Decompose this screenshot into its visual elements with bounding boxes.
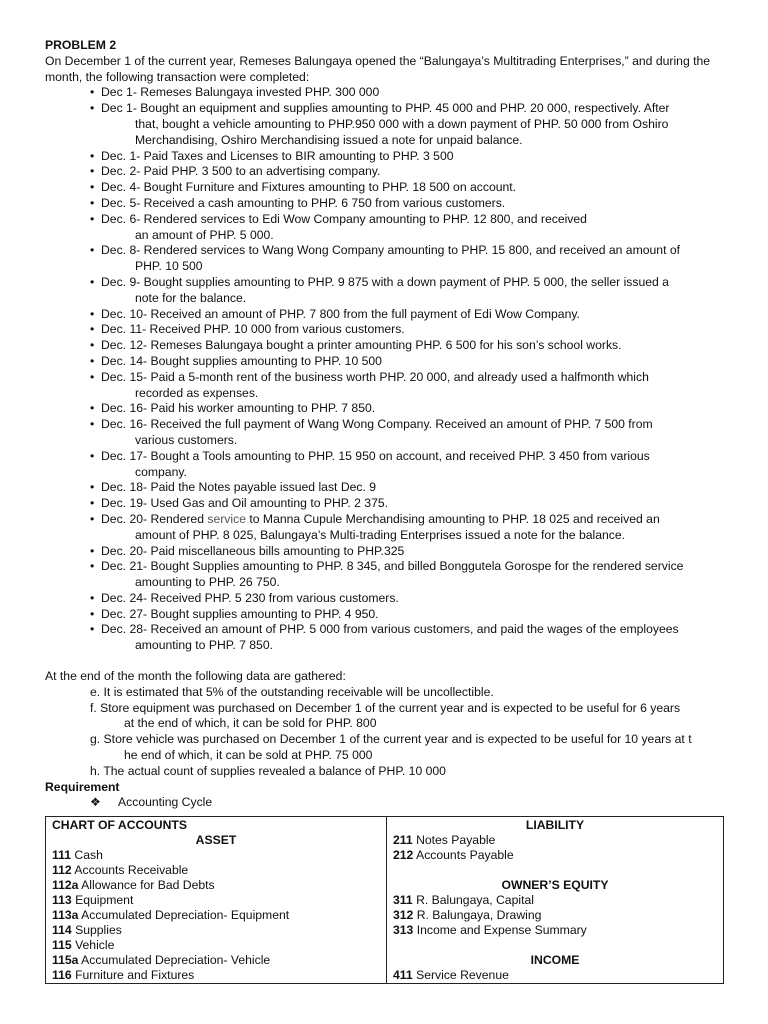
account-name: Cash [74, 848, 103, 862]
account-row [52, 968, 380, 983]
bullet-icon: • [90, 338, 95, 353]
account-name: Furniture and Fixtures [75, 968, 195, 982]
account-code: 116 [52, 968, 72, 982]
bullet-icon: • [90, 180, 95, 195]
transaction-text: Dec. 24- Received PHP. 5 230 from various customers. [101, 590, 399, 605]
account-code: 212 [393, 848, 414, 862]
transaction-item [45, 480, 725, 496]
account-row [52, 908, 380, 923]
account-name: Service Revenue [416, 968, 509, 982]
transaction-text: Dec. 20- Paid miscellaneous bills amounting to PHP.325 [101, 543, 405, 558]
bullet-icon: • [90, 417, 95, 432]
transaction-text: Dec. 28- Received an amount of PHP. 5 000 from various customers, and paid the wages of the employees [101, 622, 679, 637]
transaction-text: Dec. 1- Paid Taxes and Licenses to BIR amounting to PHP. 3 500 [101, 148, 454, 163]
account-name: Accumulated Depreciation- Vehicle [81, 953, 271, 967]
transaction-item [45, 496, 725, 512]
requirement-label: Requirement [45, 779, 120, 794]
transaction-continuation: various customers. [135, 432, 238, 447]
transaction-continuation: recorded as expenses. [135, 385, 259, 400]
account-row [393, 893, 717, 908]
transaction-text: Dec. 17- Bought a Tools amounting to PHP. 15 950 on account, and received PHP. 3 450 from various [101, 448, 650, 463]
transaction-item [45, 212, 725, 244]
transaction-item [45, 449, 725, 481]
bullet-icon: • [90, 164, 95, 179]
account-row [393, 908, 717, 923]
bullet-icon: • [90, 322, 95, 337]
equity-heading: OWNER’S EQUITY [501, 878, 609, 892]
account-name: R. Balungaya, Drawing [416, 908, 542, 922]
transaction-text: Dec. 2- Paid PHP. 3 500 to an advertising company. [101, 164, 381, 179]
transaction-continuation: amounting to PHP. 7 850. [135, 638, 273, 653]
bullet-icon: • [90, 448, 95, 463]
transaction-continuation: Merchandising, Oshiro Merchandising issued a note for unpaid balance. [135, 132, 523, 147]
account-code: 211 [393, 833, 413, 847]
bullet-icon: • [90, 195, 95, 210]
account-row [52, 863, 380, 878]
account-name: Accumulated Depreciation- Equipment [81, 908, 290, 922]
transaction-text: Dec. 19- Used Gas and Oil amounting to PHP. 2 375. [101, 496, 389, 511]
transaction-text: Dec. 21- Bought Supplies amounting to PHP. 8 345, and billed Bonggutela Gorospe for the rendered service [101, 559, 684, 574]
transaction-continuation: amount of PHP. 8 025, Balungaya’s Multi-trading Enterprises issued a note for the balance. [135, 527, 626, 542]
account-row [52, 893, 380, 908]
account-name: Accounts Payable [416, 848, 514, 862]
transaction-item [45, 354, 725, 370]
transaction-continuation: company. [135, 464, 187, 479]
bullet-icon: • [90, 496, 95, 511]
adjustment-text: e. It is estimated that 5% of the outstanding receivable will be uncollectible. [90, 684, 494, 699]
adjustment-text: f. Store equipment was purchased on December 1 of the current year and is expected to be useful for 6 years [90, 700, 681, 715]
transaction-text: Dec. 5- Received a cash amounting to PHP. 6 750 from various customers. [101, 195, 506, 210]
account-row [393, 923, 717, 938]
account-code: 311 [393, 893, 413, 907]
account-name: Vehicle [75, 938, 115, 952]
adjustment-text: h. The actual count of supplies revealed a balance of PHP. 10 000 [90, 763, 446, 778]
transaction-text: Dec. 11- Received PHP. 10 000 from various customers. [101, 322, 405, 337]
adjustment-item [45, 701, 725, 733]
asset-heading: ASSET [195, 833, 237, 847]
account-code: 312 [393, 908, 414, 922]
account-code: 111 [52, 848, 71, 862]
bullet-icon: • [90, 401, 95, 416]
account-row [52, 923, 380, 938]
requirement-item [45, 795, 725, 811]
transaction-continuation: PHP. 10 500 [135, 259, 203, 274]
transaction-text: Dec. 27- Bought supplies amounting to PHP. 4 950. [101, 606, 379, 621]
account-name: R. Balungaya, Capital [416, 893, 534, 907]
adjustment-item [45, 732, 725, 764]
transaction-text: Dec. 4- Bought Furniture and Fixtures amounting to PHP. 18 500 on account. [101, 180, 517, 195]
transaction-item [45, 322, 725, 338]
transaction-item [45, 164, 725, 180]
account-row [52, 938, 380, 953]
account-name: Accounts Receivable [74, 863, 189, 877]
transaction-text: Dec 1- Bought an equipment and supplies amounting to PHP. 45 000 and PHP. 20 000, respectively. After [101, 101, 670, 116]
adjustment-item [45, 764, 725, 780]
account-row [393, 848, 717, 863]
account-name: Equipment [75, 893, 134, 907]
transaction-text: Dec. 8- Rendered services to Wang Wong Company amounting to PHP. 15 800, and received an amount of [101, 243, 681, 258]
bullet-icon: • [90, 622, 95, 637]
transaction-item [45, 196, 725, 212]
adjustment-list [45, 685, 725, 780]
account-row [52, 878, 380, 893]
transaction-item [45, 101, 725, 148]
transaction-text: Dec. 16- Paid his worker amounting to PHP. 7 850. [101, 401, 376, 416]
bullet-icon: • [90, 480, 95, 495]
bullet-icon: • [90, 306, 95, 321]
bullet-icon: • [90, 606, 95, 621]
account-row [52, 953, 380, 968]
account-name: Income and Expense Summary [416, 923, 587, 937]
diamond-bullet-icon: ❖ [90, 795, 101, 810]
account-code: 113a [52, 908, 79, 922]
bullet-icon: • [90, 101, 95, 116]
bullet-icon: • [90, 85, 95, 100]
adjustment-continuation: he end of which, it can be sold at PHP. 75 000 [124, 748, 373, 763]
transaction-continuation: note for the balance. [135, 290, 247, 305]
transaction-list [45, 85, 725, 654]
chart-of-accounts-table [45, 816, 724, 984]
transaction-item [45, 544, 725, 560]
liability-heading: LIABILITY [525, 818, 585, 832]
account-code: 313 [393, 923, 414, 937]
transaction-item [45, 607, 725, 623]
transaction-text: Dec. 16- Received the full payment of Wang Wong Company. Received an amount of PHP. 7 500 from [101, 417, 653, 432]
transaction-item [45, 370, 725, 402]
account-row [393, 968, 717, 983]
requirement-text: Accounting Cycle [118, 795, 213, 810]
transaction-item [45, 512, 725, 544]
bullet-icon: • [90, 559, 95, 574]
transaction-text: to Manna Cupule Merchandising amounting to PHP. 18 025 and received an [245, 511, 660, 526]
transaction-text: Dec. 6- Rendered services to Edi Wow Company amounting to PHP. 12 800, and received [101, 211, 587, 226]
problem-intro: On December 1 of the current year, Remeses Balungaya opened the “Balungaya’s Multitrading Enterprises,” and during the month, the following transaction were completed: [45, 53, 711, 84]
transaction-text: Dec. 12- Remeses Balungaya bought a printer amounting PHP. 6 500 for his son’s school works. [101, 338, 622, 353]
account-code: 411 [393, 968, 413, 982]
end-of-month-intro: At the end of the month the following data are gathered: [45, 669, 346, 684]
transaction-item [45, 307, 725, 323]
transaction-item [45, 85, 725, 101]
bullet-icon: • [90, 369, 95, 384]
transaction-item [45, 559, 725, 591]
transaction-item [45, 275, 725, 307]
transaction-item [45, 417, 725, 449]
transaction-item [45, 149, 725, 165]
income-heading: INCOME [530, 953, 580, 967]
transaction-text: Dec. 9- Bought supplies amounting to PHP. 9 875 with a down payment of PHP. 5 000, the seller issued a [101, 274, 669, 289]
bullet-icon: • [90, 353, 95, 368]
transaction-text: Dec. 18- Paid the Notes payable issued last Dec. 9 [101, 480, 377, 495]
transaction-text: Dec. 15- Paid a 5-month rent of the business worth PHP. 20 000, and already used a halfmonth which [101, 369, 649, 384]
transaction-item [45, 338, 725, 354]
account-name: Supplies [75, 923, 122, 937]
coa-title: CHART OF ACCOUNTS [52, 818, 187, 832]
account-code: 115 [52, 938, 72, 952]
transaction-continuation: amounting to PHP. 26 750. [135, 575, 280, 590]
account-code: 112a [52, 878, 79, 892]
bullet-icon: • [90, 243, 95, 258]
problem-title: PROBLEM 2 [45, 38, 117, 52]
bullet-icon: • [90, 211, 95, 226]
document-page [45, 38, 725, 811]
account-row [52, 848, 380, 863]
account-name: Notes Payable [416, 833, 496, 847]
adjustment-continuation: at the end of which, it can be sold for PHP. 800 [124, 716, 377, 731]
account-row [393, 833, 717, 848]
adjustment-item [45, 685, 725, 701]
account-code: 114 [52, 923, 72, 937]
bullet-icon: • [90, 511, 95, 526]
transaction-item [45, 622, 725, 654]
transaction-text: Dec 1- Remeses Balungaya invested PHP. 300 000 [101, 85, 380, 100]
transaction-text-service: service [207, 511, 246, 526]
transaction-continuation: that, bought a vehicle amounting to PHP.950 000 with a down payment of PHP. 50 000 from Oshiro [135, 116, 669, 131]
bullet-icon: • [90, 148, 95, 163]
account-code: 115a [52, 953, 79, 967]
account-code: 113 [52, 893, 72, 907]
transaction-item [45, 180, 725, 196]
bullet-icon: • [90, 543, 95, 558]
transaction-item [45, 591, 725, 607]
account-name: Allowance for Bad Debts [81, 878, 215, 892]
transaction-continuation: an amount of PHP. 5 000. [135, 227, 274, 242]
transaction-item [45, 243, 725, 275]
transaction-text: Dec. 14- Bought supplies amounting to PHP. 10 500 [101, 353, 382, 368]
bullet-icon: • [90, 274, 95, 289]
transaction-text: Dec. 10- Received an amount of PHP. 7 800 from the full payment of Edi Wow Company. [101, 306, 580, 321]
transaction-item [45, 401, 725, 417]
bullet-icon: • [90, 590, 95, 605]
liability-equity-income-column [387, 817, 724, 984]
account-code: 112 [52, 863, 72, 877]
transaction-text: Dec. 20- Rendered [101, 511, 208, 526]
adjustment-text: g. Store vehicle was purchased on December 1 of the current year and is expected to be useful for 10 years at t [90, 732, 692, 747]
asset-column [46, 817, 387, 984]
